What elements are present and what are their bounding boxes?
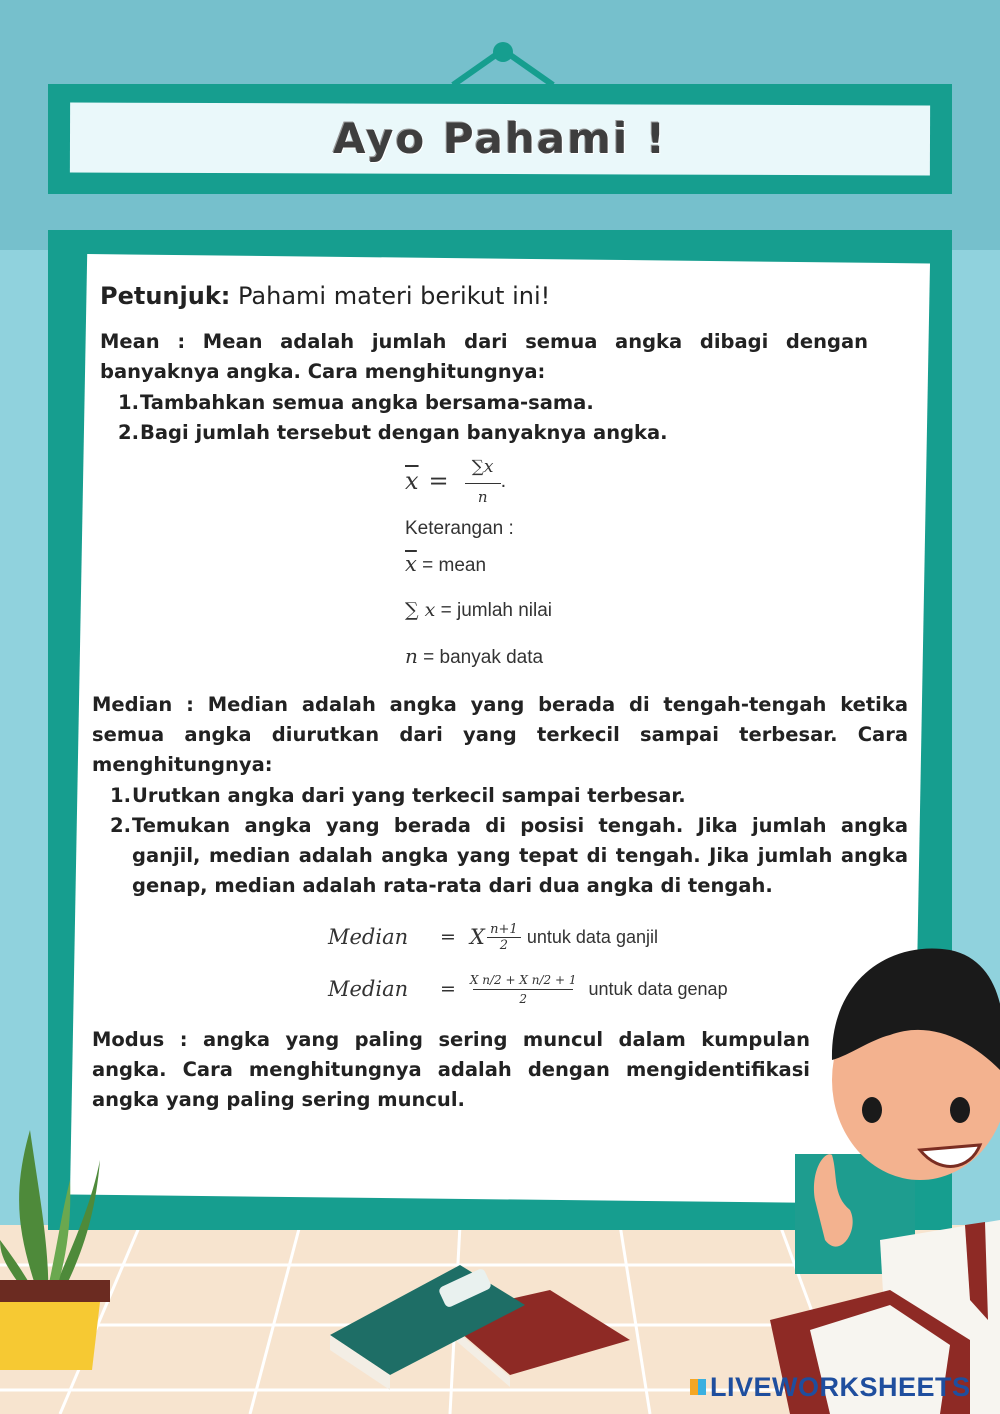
fraction bbox=[465, 457, 501, 506]
list-item bbox=[110, 781, 908, 811]
median-paragraph: Median : Median adalah angka yang berada di tengah-tengah ketika semua angka diurutkan dari yang terkecil sampai terbesar. Cara menghitungnya: bbox=[92, 693, 908, 776]
watermark-text: LIVEWORKSHEETS bbox=[710, 1372, 971, 1402]
subscript-fraction bbox=[487, 922, 521, 953]
legend-text: = banyak data bbox=[423, 647, 544, 668]
legend-item bbox=[405, 599, 725, 622]
legend-title: Keterangan : bbox=[405, 518, 514, 539]
legend-item bbox=[405, 552, 725, 577]
watermark-logo bbox=[690, 1372, 971, 1403]
step-number: 1. bbox=[118, 391, 139, 414]
fraction-bar bbox=[465, 483, 501, 484]
median-label: Median bbox=[328, 977, 409, 1001]
mean-paragraph: Mean : Mean adalah jumlah dari semua angka dibagi dengan banyaknya angka. Cara menghitungnya: bbox=[100, 330, 868, 383]
median-formula-even bbox=[328, 959, 768, 1019]
legend-item bbox=[405, 644, 725, 669]
equals-sign: = bbox=[440, 926, 456, 948]
instruction bbox=[100, 282, 550, 310]
mean-symbol: $\overline{x}$ bbox=[405, 467, 419, 495]
list-item bbox=[118, 418, 858, 448]
fraction bbox=[470, 973, 577, 1006]
step-text: Temukan angka yang berada di posisi tengah. Jika jumlah angka ganjil, median adalah angka yang tepat di tengah. Jika jumlah angka genap, median adalah rata-rata dari dua angka di tengah. bbox=[132, 814, 908, 897]
step-text: Urutkan angka dari yang terkecil sampai terbesar. bbox=[132, 784, 686, 807]
plant-illustration bbox=[0, 1120, 120, 1380]
instruction-label: Petunjuk: bbox=[100, 282, 231, 310]
legend-text: = jumlah nilai bbox=[440, 600, 553, 621]
modus-paragraph: Modus : angka yang paling sering muncul dalam kumpulan angka. Cara menghitungnya adalah dengan mengidentifikasi angka yang paling sering muncul. bbox=[92, 1028, 810, 1111]
median-label: Median bbox=[328, 925, 409, 949]
equals-sign: = bbox=[428, 467, 449, 495]
subscript-denominator: 2 bbox=[499, 937, 509, 953]
numerator: X n/2 + X n/2 + 1 bbox=[469, 972, 577, 987]
median-formulas bbox=[328, 915, 768, 1019]
list-item bbox=[118, 388, 858, 418]
numerator: ∑x bbox=[471, 456, 494, 477]
median-formula-odd bbox=[328, 915, 768, 959]
step-text: Bagi jumlah tersebut dengan banyaknya angka. bbox=[140, 421, 668, 444]
equals-sign: = bbox=[440, 978, 456, 1000]
denominator: n bbox=[477, 487, 488, 506]
list-item bbox=[110, 811, 908, 901]
student-illustration bbox=[770, 940, 1000, 1414]
legend-symbol: $\overline{x}$ bbox=[405, 552, 417, 576]
board-hanger bbox=[448, 40, 558, 90]
step-number: 2. bbox=[118, 421, 139, 444]
mean-equation bbox=[405, 450, 725, 512]
logo-icon bbox=[690, 1379, 706, 1395]
legend-symbol: ∑ x bbox=[405, 599, 436, 621]
step-text: Tambahkan semua angka bersama-sama. bbox=[140, 391, 594, 414]
mean-formula bbox=[405, 450, 725, 669]
step-number: 2. bbox=[110, 814, 131, 837]
legend-text: = mean bbox=[422, 555, 487, 576]
books-illustration bbox=[320, 1255, 640, 1395]
formula-note: untuk data ganjil bbox=[526, 926, 658, 947]
denominator: 2 bbox=[519, 991, 527, 1006]
page-title: Ayo Pahami ! bbox=[332, 114, 668, 163]
fraction-bar bbox=[473, 989, 573, 990]
legend-symbol: n bbox=[405, 644, 418, 668]
period: . bbox=[500, 469, 507, 492]
instruction-text: Pahami materi berikut ini! bbox=[238, 282, 551, 310]
formula-note: untuk data genap bbox=[588, 978, 728, 999]
mean-steps bbox=[118, 388, 858, 448]
median-steps bbox=[110, 781, 908, 901]
x-symbol: X bbox=[469, 925, 485, 949]
step-number: 1. bbox=[110, 784, 131, 807]
subscript-numerator: n+1 bbox=[490, 921, 518, 937]
